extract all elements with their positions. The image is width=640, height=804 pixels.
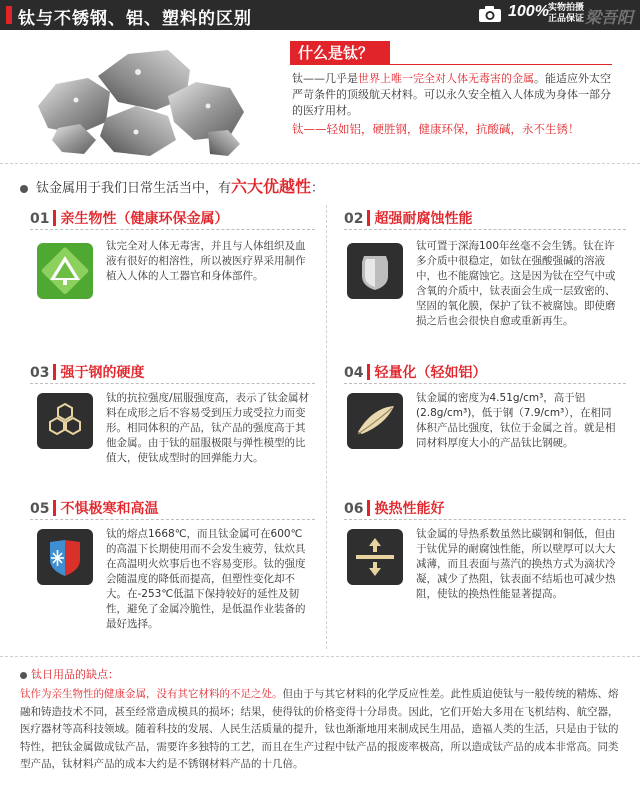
feature-label: 换热性能好 [374,501,445,517]
drawbacks-body: 但由于与其它材料的化学反应性差。此性质迫使钛与一般传统的精炼、熔融和铸造技术不同，甚至经常造成模具的损坏；结果，使得钛的价格变得十分昂贵。因此，它们开始大多用在飞机结构、航空器，医疗器材等高科技领域。随着科技的发展、人民生活质量的提升，钛也渐渐地用来制成民生用品，造福人类的生活，只是由于钛的特性，把钛金属做成钛产品，需要许多独特的工艺，而且在生产过程中钛产品的报废率极高，所以造成钛产品的成本非常高。同类型产品，钛材料产品的成本大约是不锈钢材料产品的十几倍。 [20,688,619,770]
hot-cold-shield-icon [36,528,94,586]
feature-title-bar [53,210,56,226]
feature-title-bar [53,364,56,380]
feature-text-04: 钛金属的密度为4.51g/cm³，高于铝(2.8g/cm³)，低于钢（7.9/cm³），在相同体积产品比强度，钛位于金属之首。就是相同材料厚度大小的产品钛比钢硬。 [416,392,616,449]
page-title: 钛与不锈钢、铝、塑料的区别 [18,9,252,29]
feather-icon [346,392,404,450]
hexagon-structure-icon [36,392,94,450]
badge-percent: 100% [508,3,549,20]
watermark-text: 梁吾阳 [585,8,634,27]
intro-title-underline [290,64,612,65]
advantages-heading-suffix: ： [311,181,325,196]
bullet-icon [20,185,28,193]
feature-underline [30,383,315,384]
bullet-icon [20,672,27,679]
intro-text-prefix: 钛——几乎是 [292,72,358,85]
feature-text-06: 钛金属的导热系数虽然比碳钢和铜低，但由于钛优异的耐腐蚀性能，所以壁厚可以大大减薄，而且表面与蒸汽的换热方式为滴状冷凝，减少了热阻，钛表面不结垢也可减少热阻，使钛的换热性能显著提高。 [416,528,616,600]
titanium-sponge-image [18,36,268,164]
section-divider [0,163,640,173]
feature-underline [344,383,626,384]
advantages-heading [20,174,324,197]
feature-number: 02 [344,211,364,227]
drawbacks-highlight: 钛作为亲生物性的健康金属，没有其它材料的不足之处。 [20,688,283,700]
feature-title-02 [344,208,472,228]
feature-number: 04 [344,365,364,381]
feature-title-bar [367,210,370,226]
drawbacks-title-text: 钛日用品的缺点： [31,668,119,681]
intro-text-suffix: 。能适应外太空严苛条件的顶级航天材料。可以永久安全植入人体成为身体一部分的医疗用材。 [292,72,611,117]
feature-title-bar [367,500,370,516]
advantages-heading-highlight: 六大优越性 [231,177,312,196]
feature-label: 不惧极寒和高温 [60,501,159,517]
header-accent-bar [6,6,12,24]
badge-text [548,3,584,25]
heat-exchange-icon [346,528,404,586]
feature-text-03: 钛的抗拉强度/屈服强度高，表示了钛金属材料在成形之后不容易受到压力或受拉力而变形。相同体积的产品，钛产品的强度高于其他金属。由于钛的屈服极限与弹性模型的比值大，使钛成型时的回弹能力大。 [106,392,310,464]
column-separator [326,205,327,649]
section-divider [0,656,640,666]
feature-title-04 [344,362,486,382]
feature-text-01: 钛完全对人体无毒害，并且与人体组织及血液有很好的相溶性，所以被医疗界采用制作植入人体的人工器官和身体部件。 [106,240,306,282]
intro-text-highlight: 世界上唯一完全对人体无毒害的金属 [358,72,534,85]
feature-number: 05 [30,501,50,517]
feature-underline [344,229,626,230]
page-header [0,0,640,30]
drawbacks-section [20,666,626,774]
feature-title-03 [30,362,144,382]
intro-slogan: 钛——轻如铝，硬胜钢，健康环保，抗酸碱，永不生锈！ [292,122,580,136]
feature-label: 强于钢的硬度 [60,365,145,381]
feature-number: 03 [30,365,50,381]
feature-underline [344,519,626,520]
feature-label: 亲生物性（健康环保金属） [60,211,229,227]
camera-icon [478,5,502,23]
feature-title-bar [367,364,370,380]
drawbacks-title [20,666,626,682]
badge-line-2: 正品保证 [548,14,585,24]
feature-number: 06 [344,501,364,517]
feature-title-bar [53,500,56,516]
feature-title-01 [30,208,228,228]
feature-number: 01 [30,211,50,227]
feature-text-05: 钛的熔点1668℃，而且钛金属可在600℃的高温下长期使用而不会发生疲劳，钛炊具在高温明火炊事后也不容易变形。钛的强度会随温度的降低而提高，但塑性变化却不大。在-253℃低温下保持较好的延性及韧性，避免了金属冷脆性，是低温作业装备的最好选择。 [106,528,306,630]
feature-text-02: 钛可置于深海100年丝毫不会生锈。钛在许多介质中很稳定，如钛在强酸强碱的溶液中，也不能腐蚀它。这是因为钛在空气中或含氧的介质中，钛表面会生成一层致密的、坚固的氧化膜，保护了钛不被腐蚀。即使磨损之后也会很快自愈或重新再生。 [416,240,616,327]
feature-label: 超强耐腐蚀性能 [374,211,473,227]
feature-underline [30,229,315,230]
intro-title: 什么是钛？ [290,41,390,65]
intro-text [292,71,614,119]
advantages-heading-prefix: 钛金属用于我们日常生活当中，有 [36,181,232,196]
drawbacks-text [20,686,626,774]
shield-icon [346,242,404,300]
biocompatible-tree-icon [36,242,94,300]
badge-line-1: 实物拍摄 [548,3,585,13]
feature-underline [30,519,315,520]
feature-label: 轻量化（轻如铝） [374,365,487,381]
feature-title-06 [344,498,444,518]
feature-title-05 [30,498,158,518]
